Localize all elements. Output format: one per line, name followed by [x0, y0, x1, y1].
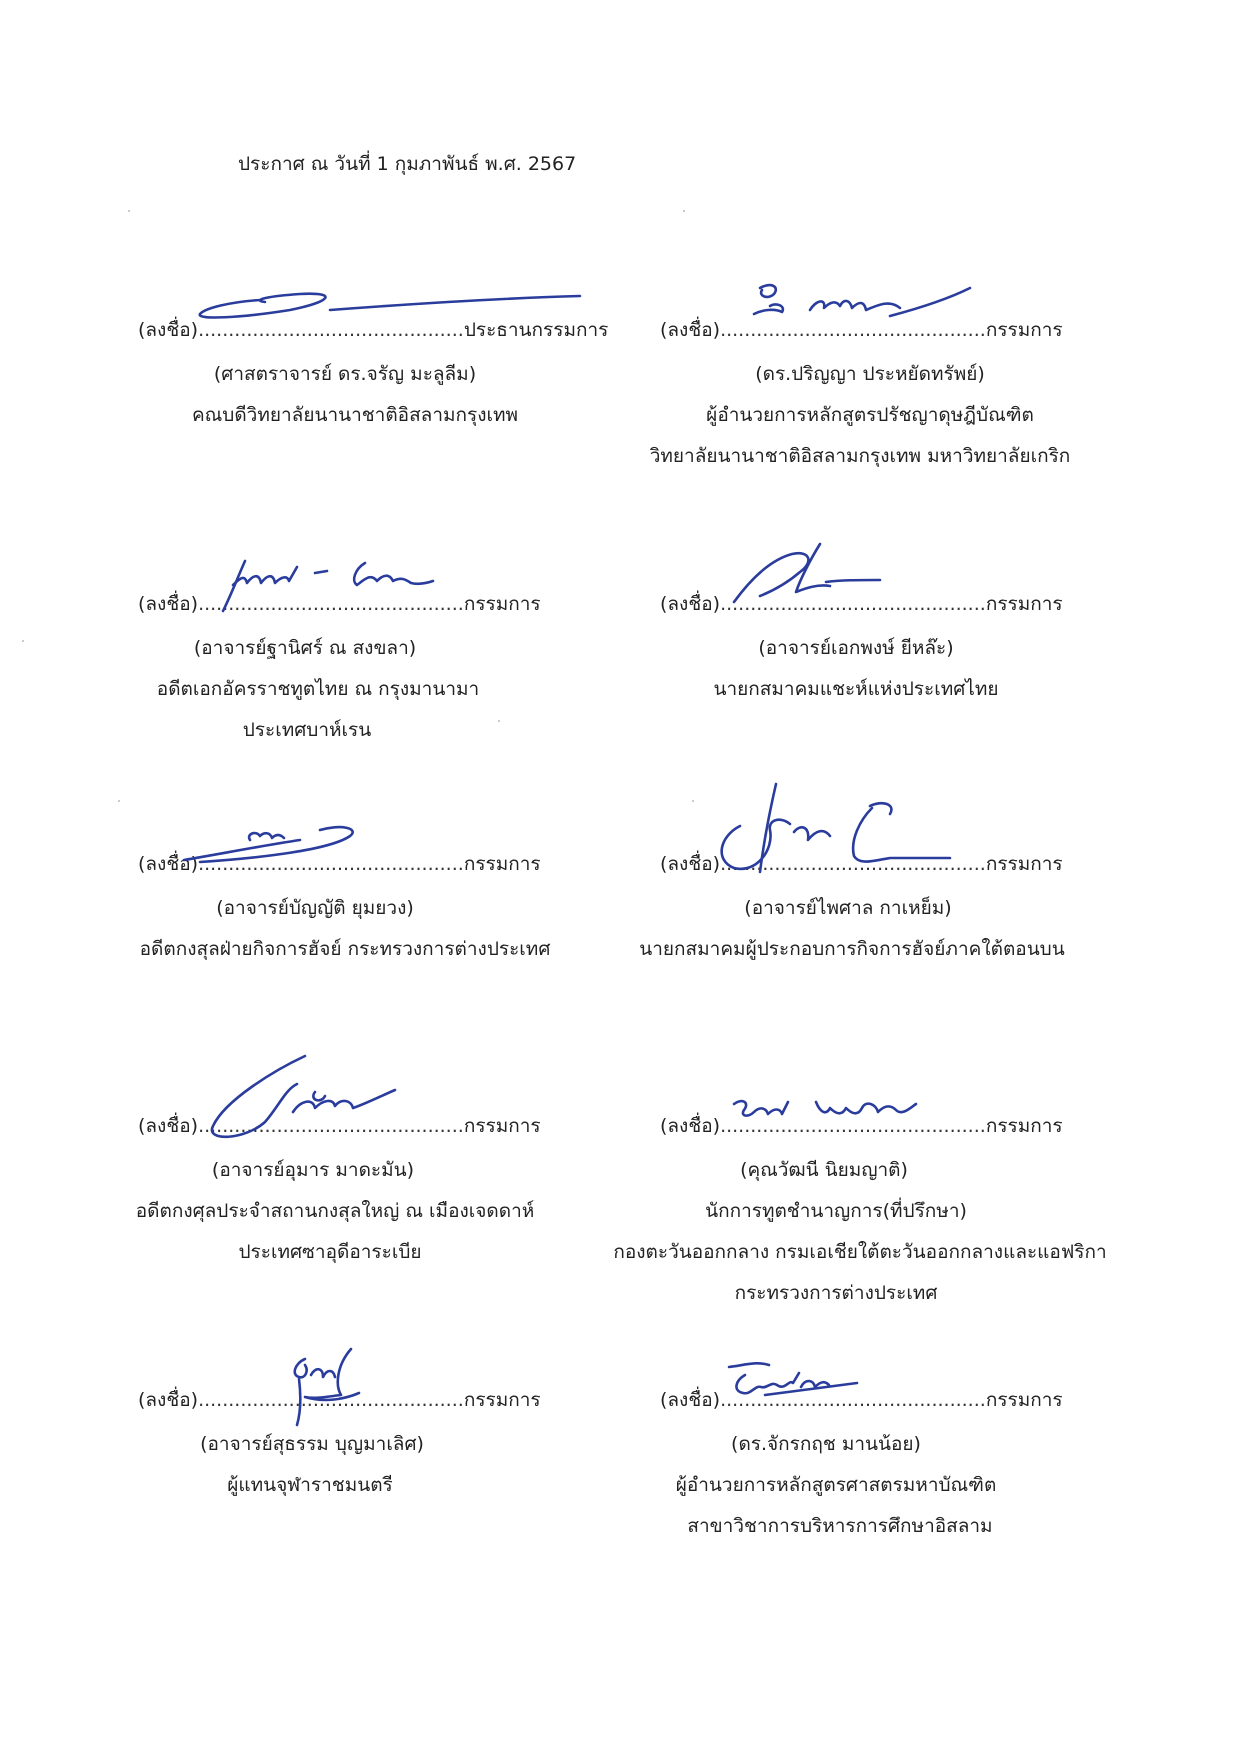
signature-line: (ลงชื่อ)............................................ประธานกรรมการ: [138, 319, 609, 341]
handwritten-signature: [730, 1090, 950, 1130]
sign-label: (ลงชื่อ): [138, 1389, 199, 1411]
sign-label: (ลงชื่อ): [660, 1389, 721, 1411]
scan-speck: [683, 210, 685, 212]
committee-role: กรรมการ: [985, 1389, 1063, 1411]
signatory-name: (อาจารย์ไพศาล กาเหย็ม): [744, 897, 952, 919]
committee-role: กรรมการ: [463, 1389, 541, 1411]
signatory-position: นายกสมาคมผู้ประกอบการกิจการฮัจย์ภาคใต้ตอนบน: [639, 938, 1065, 960]
committee-role: กรรมการ: [985, 1115, 1063, 1137]
signatory-position: ผู้แทนจุฬาราชมนตรี: [227, 1474, 393, 1496]
sign-label: (ลงชื่อ): [138, 319, 199, 341]
signatory-position: คณบดีวิทยาลัยนานาชาติอิสลามกรุงเทพ: [191, 404, 519, 426]
signatory-name: (ดร.จักรกฤช มานน้อย): [731, 1433, 921, 1455]
committee-role: กรรมการ: [463, 593, 541, 615]
signature-line: (ลงชื่อ)............................................กรรมการ: [660, 853, 1063, 875]
announcement-date: ประกาศ ณ วันที่ 1 กุมภาพันธ์ พ.ศ. 2567: [238, 153, 577, 175]
signatory-position: นักการทูตชำนาญการ(ที่ปรึกษา): [705, 1200, 967, 1222]
scan-speck: [22, 640, 24, 642]
signatory-position: ประเทศซาอุดีอาระเบีย: [238, 1241, 422, 1263]
signatory-position: ผู้อำนวยการหลักสูตรศาสตรมหาบัณฑิต: [675, 1474, 997, 1496]
signature-line: (ลงชื่อ)............................................กรรมการ: [138, 1115, 541, 1137]
sign-label: (ลงชื่อ): [660, 593, 721, 615]
signatory-name: (คุณวัฒนี นิยมญาติ): [740, 1159, 908, 1181]
signatory-position: อดีตเอกอัครราชทูตไทย ณ กรุงมานามา: [156, 678, 480, 700]
signatory-position: วิทยาลัยนานาชาติอิสลามกรุงเทพ มหาวิทยาลัยเกริก: [649, 445, 1071, 467]
scan-speck: [128, 210, 130, 212]
signature-line: (ลงชื่อ)............................................กรรมการ: [660, 1389, 1063, 1411]
signatory-name: (ดร.ปริญญา ประหยัดทรัพย์): [755, 363, 985, 385]
handwritten-signature: [725, 1355, 865, 1405]
committee-role: กรรมการ: [985, 319, 1063, 341]
handwritten-signature: [215, 555, 435, 615]
signatory-position: อดีตกงศุลประจำสถานกงสุลใหญ่ ณ เมืองเจดดาห์: [135, 1200, 535, 1222]
signature-line: (ลงชื่อ)............................................กรรมการ: [138, 853, 541, 875]
handwritten-signature: [180, 820, 370, 870]
sign-label: (ลงชื่อ): [660, 319, 721, 341]
signatory-name: (อาจารย์สุธรรม บุญมาเลิศ): [200, 1433, 424, 1455]
signatory-name: (ศาสตราจารย์ ดร.จรัญ มะลูลีม): [213, 363, 477, 385]
signatory-position: อดีตกงสุลฝ่ายกิจการฮัจย์ กระทรวงการต่างประเทศ: [139, 938, 551, 960]
scan-speck: [692, 800, 694, 802]
signature-line: (ลงชื่อ)............................................กรรมการ: [660, 1115, 1063, 1137]
signature-line: (ลงชื่อ)............................................กรรมการ: [138, 1389, 541, 1411]
sign-label: (ลงชื่อ): [138, 593, 199, 615]
handwritten-signature: [265, 1345, 375, 1430]
signatory-name: (อาจารย์อุมาร มาดะมัน): [211, 1159, 415, 1181]
signatory-name: (อาจารย์ฐานิศร์ ณ สงขลา): [193, 637, 417, 659]
signature-line: (ลงชื่อ)............................................กรรมการ: [138, 593, 541, 615]
signatory-position: กระทรวงการต่างประเทศ: [734, 1282, 938, 1304]
handwritten-signature: [190, 280, 590, 330]
sign-label: (ลงชื่อ): [138, 853, 199, 875]
handwritten-signature: [700, 780, 960, 880]
committee-role: ประธานกรรมการ: [463, 319, 609, 341]
signature-line: (ลงชื่อ)............................................กรรมการ: [660, 319, 1063, 341]
handwritten-signature: [740, 280, 980, 330]
signatory-name: (อาจารย์บัญญัติ ยุมยวง): [216, 897, 414, 919]
committee-role: กรรมการ: [463, 853, 541, 875]
sign-label: (ลงชื่อ): [660, 1115, 721, 1137]
signatory-position: นายกสมาคมแชะห์แห่งประเทศไทย: [713, 678, 999, 700]
committee-role: กรรมการ: [985, 853, 1063, 875]
committee-role: กรรมการ: [985, 593, 1063, 615]
signatory-position: ผู้อำนวยการหลักสูตรปรัชญาดุษฎีบัณฑิต: [706, 404, 1034, 426]
committee-role: กรรมการ: [463, 1115, 541, 1137]
handwritten-signature: [205, 1050, 405, 1140]
signatory-position: ประเทศบาห์เรน: [242, 719, 372, 741]
signature-line: (ลงชื่อ)............................................กรรมการ: [660, 593, 1063, 615]
sign-label: (ลงชื่อ): [138, 1115, 199, 1137]
signatory-position: สาขาวิชาการบริหารการศึกษาอิสลาม: [687, 1515, 993, 1537]
scan-speck: [118, 800, 120, 802]
handwritten-signature: [730, 540, 890, 610]
scan-speck: [498, 720, 500, 722]
signatory-position: กองตะวันออกกลาง กรมเอเชียใต้ตะวันออกกลางและแอฟริกา: [613, 1241, 1107, 1263]
signatory-name: (อาจารย์เอกพงษ์ ยีหล๊ะ): [758, 637, 954, 659]
sign-label: (ลงชื่อ): [660, 853, 721, 875]
